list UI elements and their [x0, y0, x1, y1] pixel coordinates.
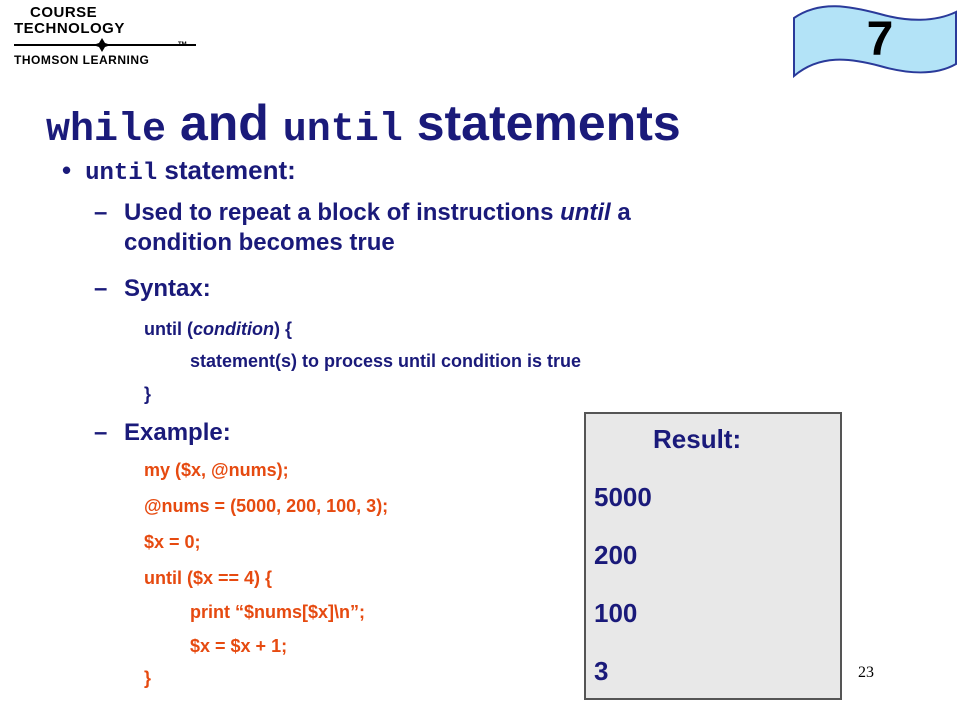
logo-thomson-text: THOMSON LEARNING	[14, 53, 150, 67]
syntax-item	[94, 274, 211, 304]
example-code-line: $x = $x + 1;	[190, 636, 288, 656]
logo-course-text: COURSE	[30, 4, 98, 21]
bullet-text: statement:	[164, 155, 296, 185]
course-technology-logo	[10, 4, 200, 74]
example-item	[94, 418, 231, 448]
logo-star-line-icon	[10, 38, 200, 52]
dash-marker: –	[94, 275, 108, 302]
title-and-word: and	[179, 95, 269, 151]
title-until-keyword: until	[282, 108, 403, 153]
example-code-line: @nums = (5000, 200, 100, 3);	[144, 496, 389, 516]
dash-marker: –	[94, 199, 108, 226]
bullet-dot: •	[62, 155, 72, 185]
description-emphasis: until	[560, 199, 611, 226]
logo-trademark: TM	[178, 42, 187, 48]
page-number: 23	[858, 664, 874, 681]
syntax-line-3: }	[144, 384, 152, 404]
title-while-keyword: while	[46, 108, 167, 153]
description-item	[94, 198, 631, 258]
syntax-line-2: statement(s) to process until condition is true	[190, 351, 582, 371]
dash-marker: –	[94, 419, 108, 446]
result-value: 5000	[594, 482, 652, 512]
result-value: 100	[594, 598, 638, 628]
syntax-line-1	[144, 317, 292, 341]
syntax-label: Syntax:	[124, 275, 211, 302]
syntax-line-1-post: ) {	[273, 319, 292, 339]
result-label: Result:	[653, 424, 742, 454]
example-code-line: }	[144, 668, 152, 688]
description-text-post: a	[610, 199, 631, 226]
description-line-2: condition becomes true	[124, 229, 395, 256]
result-value: 200	[594, 540, 638, 570]
example-code-line: $x = 0;	[144, 532, 201, 552]
bullet-keyword: until	[85, 160, 158, 187]
syntax-condition: condition	[192, 319, 274, 339]
bullet-until-statement	[62, 152, 296, 192]
syntax-line-1-pre: until (	[144, 319, 193, 339]
example-code-line: my ($x, @nums);	[144, 460, 289, 480]
example-label: Example:	[124, 419, 231, 446]
description-text-pre: Used to repeat a block of instructions	[124, 199, 561, 226]
logo-technology-text: TECHNOLOGY	[14, 20, 125, 37]
title-statements-word: statements	[416, 95, 681, 151]
example-code-line: until ($x == 4) {	[144, 568, 273, 588]
example-code-line: print “$nums[$x]\n”;	[190, 602, 366, 622]
chapter-number: 7	[866, 13, 894, 66]
result-value: 3	[594, 656, 609, 686]
description-line-1	[124, 198, 631, 228]
